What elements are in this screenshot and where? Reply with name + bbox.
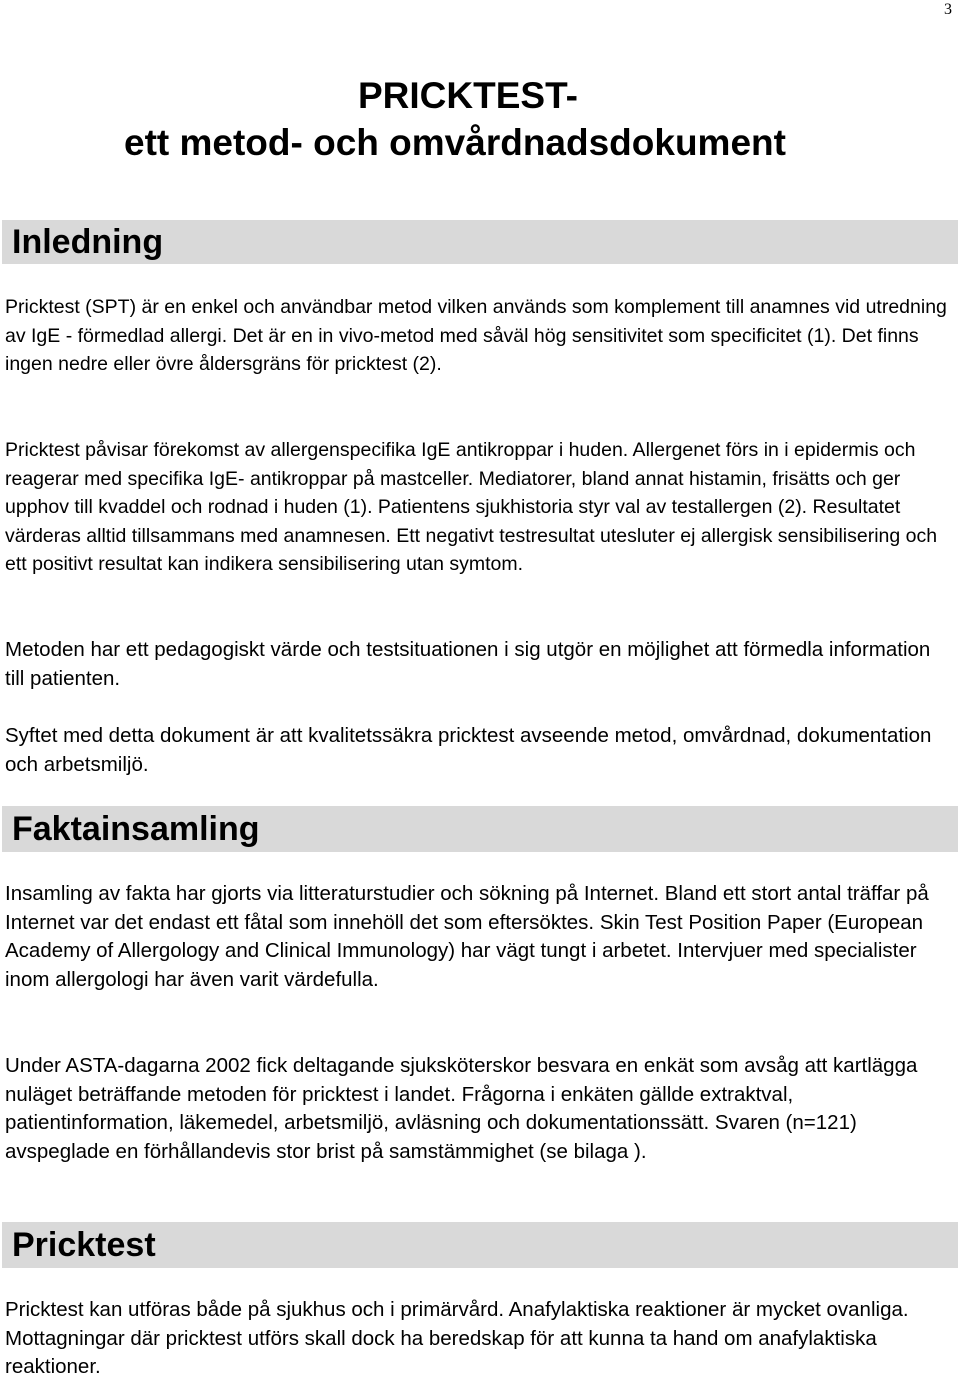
paragraph-intro-2: Pricktest påvisar förekomst av allergenspecifika IgE antikroppar i huden. Allergenet förs in i epidermis och reagerar med specifika IgE- antikroppar på mastceller. Mediatorer, bland annat histamin, frisätts och ger upphov till kvaddel och rodnad i huden (1). Patientens sjukhistoria styr val av testallergen (2). Resultatet värderas alltid tillsammans med anamnesen. Ett negativt testresultat utesluter ej allergisk sensibilisering och ett positivt resultat kan indikera sensibilisering utan symtom.	[5, 439, 938, 575]
paragraph-intro-3: Metoden har ett pedagogiskt värde och testsituationen i sig utgör en möjlighet att förmedla information till patienten.	[5, 638, 931, 690]
page-number: 3	[944, 1, 952, 18]
title-line-1: PRICKTEST-	[358, 75, 578, 116]
section-heading-inledning: Inledning	[2, 220, 958, 264]
document-title	[0, 72, 960, 166]
title-line-2: ett metod- och omvårdnadsdokument	[124, 122, 786, 163]
paragraph-fakta-2: Under ASTA-dagarna 2002 fick deltagande sjuksköterskor besvara en enkät som avsåg att kartlägga nuläget beträffande metoden för pricktest i landet. Frågorna i enkäten gällde extraktval, patientinformation, läkemedel, arbetsmiljö, avläsning och dokumentationssätt. Svaren (n=121) avspeglade en förhållandevis stor brist på samstämmighet (se bilaga ).	[5, 1054, 918, 1163]
paragraph-pricktest-1: Pricktest kan utföras både på sjukhus och i primärvård. Anafylaktiska reaktioner är mycket ovanliga. Mottagningar där pricktest utförs skall dock ha beredskap för att kunna ta hand om anafylaktiska reaktioner.	[5, 1298, 909, 1378]
section-heading-pricktest: Pricktest	[2, 1222, 958, 1268]
paragraph-fakta-1: Insamling av fakta har gjorts via litteraturstudier och sökning på Internet. Bland ett stort antal träffar på Internet var det endast ett fåtal som innehöll det som eftersöktes. Skin Test Position Paper (European Academy of Allergology and Clinical Immunology) har vägt tungt i arbetet. Intervjuer med specialister inom allergologi har även varit värdefulla.	[5, 882, 929, 991]
section-heading-faktainsamling: Faktainsamling	[2, 806, 958, 852]
paragraph-intro-4: Syftet med detta dokument är att kvalitetssäkra pricktest avseende metod, omvårdnad, dokumentation och arbetsmiljö.	[5, 724, 932, 776]
paragraph-intro-1: Pricktest (SPT) är en enkel och användbar metod vilken används som komplement till anamnes vid utredning av IgE - förmedlad allergi. Det är en in vivo-metod med såväl hög sensitivitet som specificitet (1). Det finns ingen nedre eller övre åldersgräns för pricktest (2).	[5, 296, 947, 375]
